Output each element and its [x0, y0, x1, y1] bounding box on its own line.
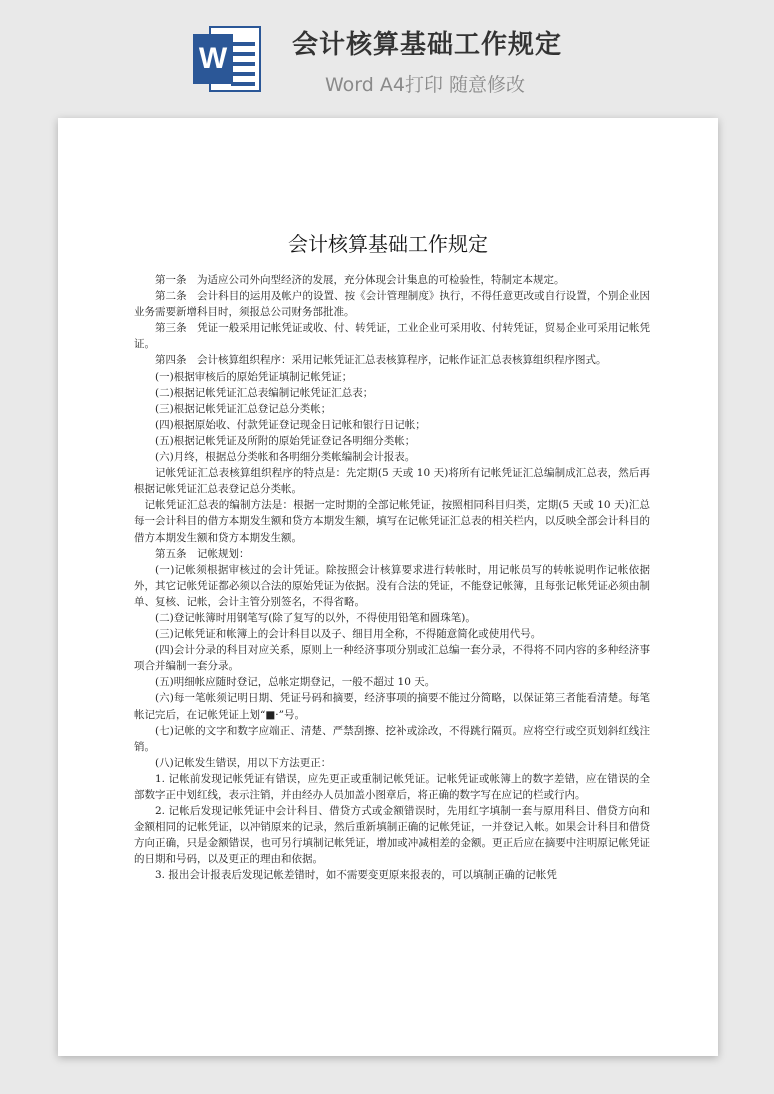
paragraph: (六)月终，根据总分类帐和各明细分类帐编制会计报表。 — [155, 451, 416, 464]
paragraph: (一)根据审核后的原始凭证填制记帐凭证； — [155, 370, 353, 383]
paragraph: (六)每一笔帐须记明日期、凭证号码和摘要，经济事项的摘要不能过分简略，以保证第三者能看清楚。每笔帐记完后，在记帐凭证上划“■·”号。 — [134, 692, 650, 721]
paragraph: (四)会计分录的科目对应关系，原则上一种经济事项分别或汇总编一套分录，不得将不同内容的多种经济事项合并编制一套分录。 — [134, 644, 650, 673]
paragraph: 3. 报出会计报表后发现记帐差错时，如不需要变更原来报表的，可以填制正确的记帐凭 — [155, 869, 557, 882]
paragraph: (二)登记帐簿时用钢笔写(除了复写的以外，不得使用铅笔和圆珠笔)。 — [155, 611, 476, 624]
banner-header — [0, 0, 774, 118]
banner-subtitle: Word A4打印 随意修改 — [325, 74, 526, 96]
paragraph: (三)根据记帐凭证汇总登记总分类帐； — [155, 402, 332, 415]
paragraph: (八)记帐发生错误，用以下方法更正： — [155, 756, 332, 769]
paragraph: (七)记帐的文字和数字应端正、清楚、严禁刮擦、挖补或涂改，不得跳行隔页。应将空行或空页划斜红线注销。 — [134, 724, 650, 753]
paragraph: (五)根据记帐凭证及所附的原始凭证登记各明细分类帐； — [155, 434, 416, 447]
paragraph: (五)明细帐应随时登记，总帐定期登记，一般不超过 10 天。 — [155, 676, 436, 689]
paragraph: 第四条 会计核算组织程序：采用记帐凭证汇总表核算程序，记帐作证汇总表核算组织程序图式。 — [155, 354, 607, 367]
paragraph: 第五条 记帐规划： — [155, 547, 250, 560]
paragraph: (三)记帐凭证和帐簿上的会计科目以及子、细目用全称，不得随意简化或使用代号。 — [155, 628, 542, 641]
paragraph: 记帐凭证汇总表核算组织程序的特点是：先定期(5 天或 10 天)将所有记帐凭证汇总编制成汇总表，然后再根据记帐凭证汇总表登记总分类帐。 — [134, 467, 650, 496]
paragraph: 第三条 凭证一般采用记帐凭证或收、付、转凭证，工业企业可采用收、付转凭证，贸易企业可采用记帐凭证。 — [134, 322, 650, 351]
word-document-icon — [193, 22, 263, 96]
paragraph: 记帐凭证汇总表的编制方法是：根据一定时期的全部记帐凭证，按照相同科目归类，定期(5 天或 10 天)汇总每一会计科目的借方本期发生额和贷方本期发生额，填写在记帐凭证汇总表的相关栏内，以反映全部会计科目的借方本期发生额和贷方本期发生额。 — [134, 499, 650, 544]
paragraph: 第一条 为适应公司外向型经济的发展，充分体现会计集息的可检验性，特制定本规定。 — [155, 274, 565, 286]
banner-title: 会计核算基础工作规定 — [292, 30, 563, 60]
word-icon-letter: W — [193, 34, 233, 84]
paragraph: 2. 记帐后发现记帐凭证中会计科目、借贷方式或金额错误时，先用红字填制一套与原用科目、借贷方向和金额相同的记帐凭证，以冲销原来的记录，然后重新填制正确的记帐凭证，一并登记入帐。如果会计科目和借贷方向正确，只是金额错误，也可另行填制记帐凭证，增加或冲减相差的金额。更正后应在摘要中注明原记帐凭证的日期和号码，以及更正的理由和依据。 — [134, 805, 650, 866]
paragraph: (四)根据原始收、付款凭证登记现金日记帐和银行日记帐； — [155, 418, 426, 431]
document-title: 会计核算基础工作规定 — [288, 232, 488, 256]
paragraph: (一)记帐须根据审核过的会计凭证。除按照会计核算要求进行转帐时，用记帐员写的转帐说明作记帐依据外，其它记帐凭证都必须以合法的原始凭证为依据。没有合法的凭证，不能登记帐簿，且每张记帐凭证必须由制单、复核、记帐，会计主管分别签名，不得省略。 — [134, 563, 650, 608]
paragraph: 第二条 会计科目的运用及帐户的设置、按《会计管理制度》执行，不得任意更改或自行设置，个别企业因业务需要新增科目时，须报总公司财务部批准。 — [134, 290, 650, 319]
paragraph: 1. 记帐前发现记帐凭证有错误，应先更正或重制记帐凭证。记帐凭证或帐簿上的数字差错，应在错误的全部数字正中划红线，表示注销，并由经办人员加盖小图章后，将正确的数字写在应记的栏或行内。 — [134, 772, 650, 801]
document-body — [134, 272, 650, 884]
paragraph: (二)根据记帐凭证汇总表编制记帐凭证汇总表； — [155, 386, 374, 399]
document-page — [58, 118, 718, 1056]
